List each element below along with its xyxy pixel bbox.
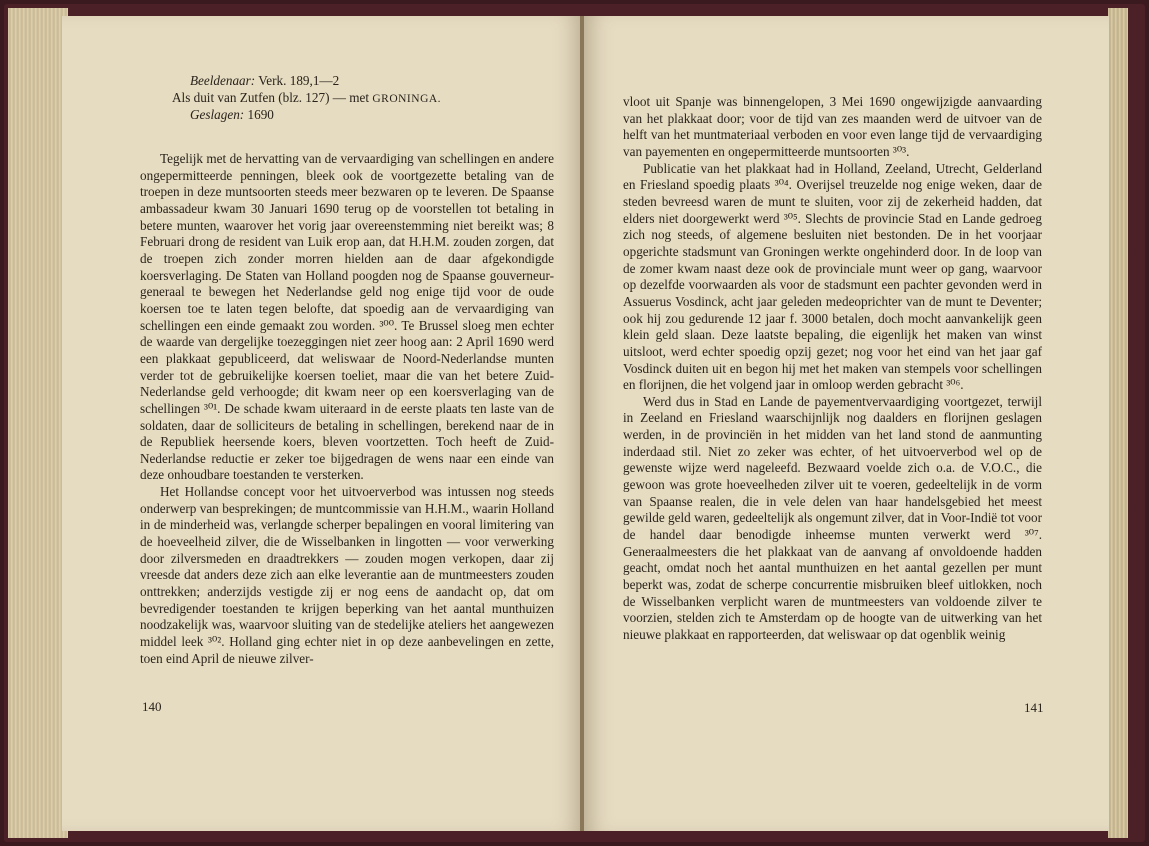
heading-text: Als duit van Zutfen (blz. 127) — met: [172, 89, 370, 105]
heading-label: Beeldenaar:: [190, 73, 256, 88]
heading-smallcaps: GRONINGA.: [372, 92, 442, 105]
page-edges-left: [8, 8, 68, 838]
paragraph: Publicatie van het plakkaat had in Holland, Zeeland, Utrecht, Gelderland en Friesland spoedig plaats ³⁰⁴. Overijsel treuzelde nog enige weken, daar de steden bevreesd waren de munt te sluiten, voor zij de zekerheid hadden, dat elders niet doorgewerkt werd ³⁰⁵. Slechts de provincie Stad en Lande gedroeg zich nog steeds, of algemene besluiten niet bestonden. De in het voorjaar opgerichte stadsmunt van Groningen werkte ongehinderd door. In de loop van de zomer kwam naast deze ook de provinciale munt weer op gang, waarvoor op dezelfde voorwaarden als voor de stadsmunt een pachter gevonden werd in Assuerus Vosdinck, acht jaar geleden medeoprichter van de munt te Deventer; ook hij zou gedurende 12 jaar f. 3000 betalen, doch mocht aanvankelijk geen klein geld slaan. Deze laatste bepaling, die eigenlijk het maken van winst uitsloot, werd echter spoedig opzij gezet; nog voor het eind van het jaar gaf Vosdinck duiten uit en begon hij met het maken van stempels voor schellingen en florijnen, die het volgend jaar in omloop werden gebracht ³⁰⁶.: [623, 160, 1042, 393]
left-body-text: [140, 151, 554, 667]
paragraph: vloot uit Spanje was binnengelopen, 3 Mei 1690 ongewijzigde aanvaarding van het plakkaat door; voor de tijd van zes maanden werd de uitvoer van de helft van het muntmateriaal verboden en voor even lange tijd de vervaardiging van payementen en ongepermitteerde muntsoorten ³⁰³.: [623, 94, 1042, 159]
heading-value: 1690: [247, 107, 274, 123]
paragraph: Tegelijk met de hervatting van de vervaardiging van schellingen en andere ongepermitteerde penningen, bleek ook de voortgezette betaling van de troepen in deze muntsoorten steeds meer bezwaren op te leveren. De Spaanse ambassadeur kwam 30 Januari 1690 terug op de voorstellen tot betaling in betere munten, waarover het vorig jaar overeenstemming niet bereikt was; 8 Februari drong de resident van Luik erop aan, dat H.H.M. zouden zorgen, dat de troepen zich zonder morren hielden aan de daar afgekondigde koersverlaging. De Staten van Holland poogden nog de Spaanse gouverneur-generaal te bewegen het Nederlandse geld nog enige tijd voor de oude koersen toe te laten tegen belofte, dat spoedig aan de vervaardiging van schellingen een einde gemaakt zou worden. ³⁰⁰. Te Brussel sloeg men echter de waarde van dergelijke toezeggingen niet zeer hoog aan: 2 April 1690 werd een plakkaat gepubliceerd, dat weliswaar de Noord-Nederlandse munten verder tot de gebruikelijke koersen toeliet, maar die van het betere Zuid-Nederlandse geld verhoogde; dit kwam neer op een koersverlaging van de schellingen ³⁰¹. De schade kwam uiteraard in de eerste plaats ten laste van de soldaten, daar de solliciteurs de betaling in schellingen, berekend naar de in de Republiek heersende koers, bleven voortzetten. Toch heeft de Zuid-Nederlandse reductie er zeker toe bijgedragen de wens naar een einde van deze onhoudbare toestanden te versterken.: [140, 151, 554, 483]
right-page: [584, 16, 1109, 831]
page-number-right: 141: [1024, 700, 1044, 715]
heading-label: Geslagen:: [190, 107, 245, 123]
heading-line-3: [172, 107, 441, 124]
page-number-left: 140: [142, 699, 162, 714]
right-body-text: [623, 94, 1042, 644]
heading-value: Verk. 189,1—2: [258, 73, 340, 88]
paragraph: Werd dus in Stad en Lande de payementvervaardiging voortgezet, terwijl in Zeeland en Friesland waarschijnlijk nog daalders en florijnen geslagen werden, in de provinciën in het midden van het land stond de aanmunting inderdaad stil. Niet zo zeker was echter, of het uitvoerverbod wel op de gewenste wijze werd nageleefd. Bezwaard voelde zich o.a. de V.O.C., die gewoon was grote hoeveelheden zilver uit te voeren, gedeeltelijk in de vorm van Spaanse realen, die in vele delen van haar handelsgebied het meest gewilde geld waren, gedeeltelijk als ongemunt zilver, dat in Voor-Indië tot voor de handel daar benodigde inheemse munten verwerkt werd ³⁰⁷. Generaalmeesters die het plakkaat van de aanvang af onvoldoende hadden geacht, omdat noch het aantal munthuizen en het aantal gezellen per munt beperkt was, zodat de scherpe concurrentie misbruiken bleef uitlokken, noch de Wisselbanken verplicht waren de muntmeesters van voldoende zilver te voorzien, stelden zich te Amsterdam op de hoogte van de uitwerking van het nieuwe plakkaat en rapporteerden, dat weliswaar op dat ogenblik weinig: [623, 393, 1042, 642]
page-edges-right: [1108, 8, 1128, 838]
left-page: [62, 16, 582, 831]
heading-line-1: [172, 73, 441, 90]
heading-line-2: [172, 90, 441, 108]
paragraph: Het Hollandse concept voor het uitvoerverbod was intussen nog steeds onderwerp van besprekingen; de muntcommissie van H.H.M., waarin Holland in de minderheid was, verlangde scherper bepalingen en vooral limitering van de hoeveelheid zilver, die de Wisselbanken in lingotten — voor verwerking door zilversmeden en draadtrekkers — zouden mogen verkopen, daar zij vreesde dat anders deze zich aan elke leverantie aan de muntmeesters zouden onttrekken; anderzijds vestigde zij er nog eens de aandacht op, dat om bevredigender toestanden te krijgen beperking van het aantal munthuizen noodzakelijk was, waarvoor sluiting van de stedelijke ateliers het aangewezen middel leek ³⁰². Holland ging echter niet in op deze aanbevelingen en zette, toen eind April de nieuwe zilver-: [140, 484, 554, 666]
coin-description: [172, 73, 441, 124]
